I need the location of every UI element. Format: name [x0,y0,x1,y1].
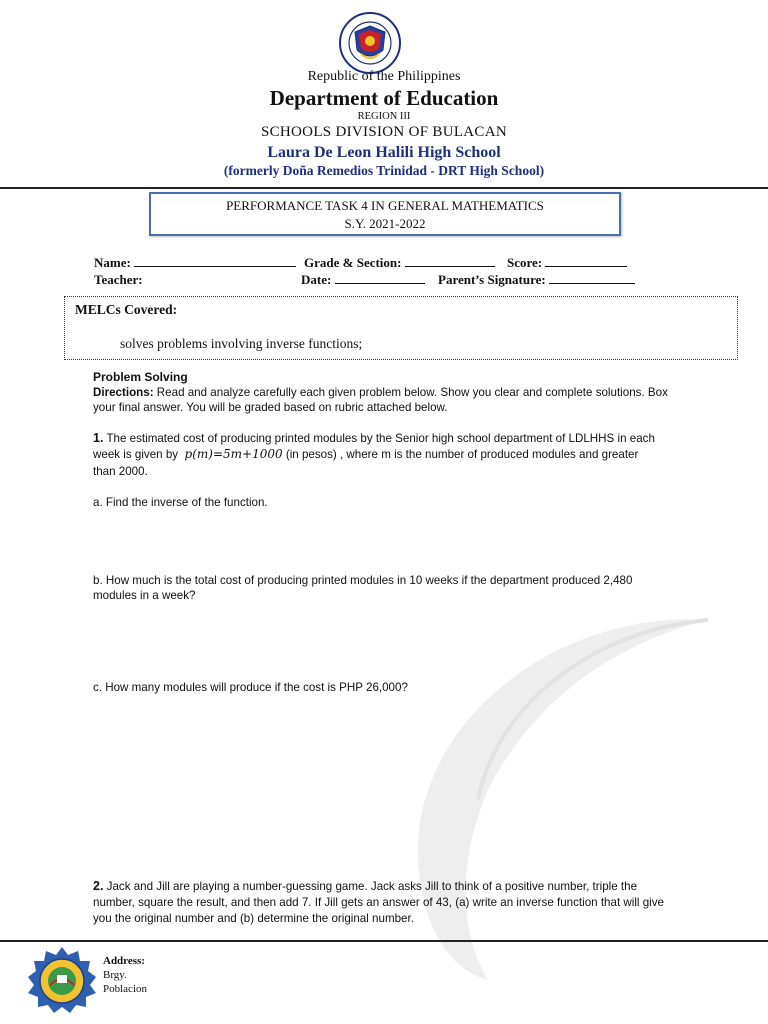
republic-header: Republic of the Philippines [307,69,461,84]
date-label: Date: [301,272,332,287]
problem-1-formula: p(m)=5m+1000 [184,447,283,461]
grade-section-label: Grade & Section: [304,255,402,270]
problem-1b-line-2: modules in a week? [93,589,196,602]
problem-1b-line-1: b. How much is the total cost of producing printed modules in 10 weeks if the department produced 2,480 [93,574,633,587]
melcs-item: solves problems involving inverse functions; [120,336,363,351]
name-field[interactable] [94,255,296,271]
problem-2-line-1 [93,879,733,895]
directions-line-1 [93,385,693,401]
melcs-box [64,296,738,360]
former-school-name: (formerly Doña Remedios Trinidad - DRT High School) [223,163,545,178]
problem-1-line-2 [93,447,733,463]
address-label: Address: [103,955,145,967]
problem-1-line-3: than 2000. [93,465,148,478]
grade-section-blank[interactable] [405,256,495,267]
school-year: S.Y. 2021-2022 [344,216,426,231]
problem-1-text-2-suffix: (in pesos) , where m is the number of produced modules and greater [285,448,639,461]
directions-line-2: your final answer. You will be graded based on rubric attached below. [93,401,448,414]
problem-1-text-2-prefix: week is given by [93,448,179,461]
score-field[interactable] [507,255,627,271]
address-line-1: Brgy. [103,969,127,981]
task-title-box [149,192,621,236]
school-name: Laura De Leon Halili High School [267,144,501,161]
header-divider [0,187,768,189]
division-label: SCHOOLS DIVISION OF BULACAN [260,124,508,140]
directions-label: Directions: [93,386,154,399]
score-label: Score: [507,255,543,270]
problem-2-line-3: you the original number and (b) determine the original number. [93,912,414,925]
footer-divider [0,940,768,942]
problem-1-number: 1. [93,431,104,445]
grade-section-field[interactable] [304,255,495,271]
parent-signature-field[interactable] [438,272,635,288]
date-blank[interactable] [335,273,425,284]
problem-2-line-2: number, square the result, and then add 7. If Jill gets an answer of 43, (a) write an inverse function that will give [93,896,664,909]
parent-signature-label: Parent’s Signature: [438,272,546,287]
name-label: Name: [94,255,131,270]
problem-1-line-1 [93,431,733,447]
region-label: REGION III [357,111,411,122]
name-blank[interactable] [134,256,296,267]
problem-2-text-1: Jack and Jill are playing a number-guessing game. Jack asks Jill to think of a positive number, triple the [106,880,638,893]
directions-text-1: Read and analyze carefully each given problem below. Show you clear and complete solutions. Box [156,386,668,399]
score-blank[interactable] [545,256,627,267]
deped-seal-logo [339,12,401,74]
department-title: Department of Education [269,86,499,110]
problem-solving-heading: Problem Solving [93,370,188,384]
date-field[interactable] [301,272,425,288]
teacher-label: Teacher: [94,272,143,287]
school-logo [26,945,98,1017]
task-title: PERFORMANCE TASK 4 IN GENERAL MATHEMATICS [226,198,544,213]
parent-signature-blank[interactable] [549,273,635,284]
problem-2-number: 2. [93,879,104,893]
problem-1-text-1: The estimated cost of producing printed modules by the Senior high school department of LDLHHS in each [106,432,655,445]
teacher-field[interactable] [94,272,143,288]
watermark-arc [378,600,768,980]
address-line-2: Poblacion [103,983,147,995]
problem-1a: a. Find the inverse of the function. [93,496,268,509]
problem-1c: c. How many modules will produce if the cost is PHP 26,000? [93,681,408,694]
melcs-title: MELCs Covered: [75,302,178,317]
